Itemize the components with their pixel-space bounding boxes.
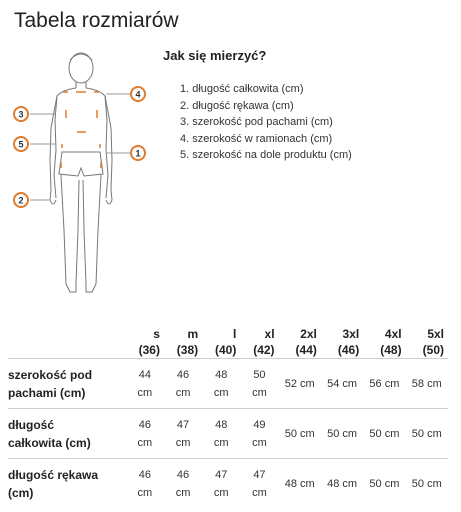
table-cell: 46 cm [175,468,191,499]
size-header-4xl: 4xl (48) [380,327,402,357]
list-item: 1. długość całkowita (cm) [180,83,304,95]
table-cell: 47 cm [213,468,229,499]
table-cell: 48 cm [327,477,358,490]
table-cell: 50 cm [369,477,400,490]
marker-3-label: 3 [18,109,24,120]
table-cell: 48 cm [284,477,315,490]
list-item: 2. długość rękawa (cm) [180,99,294,112]
page-title: Tabela rozmiarów [14,9,179,32]
table-cell: 47 cm [175,418,191,449]
how-to-measure-heading: Jak się mierzyć? [163,48,267,63]
size-header-s: s (36) [138,327,160,357]
table-cell: 50 cm [411,427,442,440]
table-cell: 44 cm [137,368,153,399]
table-row [8,409,448,459]
table-cell: 52 cm [284,377,315,390]
table-cell: 46 cm [137,468,153,499]
marker-5-label: 5 [18,139,24,150]
size-header-3xl: 3xl (46) [337,327,360,357]
table-cell: 46 cm [137,418,153,449]
table-cell: 54 cm [327,377,358,390]
table-cell: 56 cm [369,377,400,390]
row-label: długość rękawa (cm) [8,467,99,500]
size-header-xl: xl (42) [253,327,275,357]
size-header-5xl: 5xl (50) [422,327,444,357]
table-cell: 50 cm [252,368,267,399]
marker-2-label: 2 [18,195,24,206]
size-header-l: l (40) [215,327,237,357]
table-cell: 46 cm [175,368,191,399]
table-cell: 48 cm [213,418,229,449]
table-cell: 47 cm [252,468,267,499]
header-empty [8,320,126,359]
row-label: szerokość pod pachami (cm) [8,367,93,400]
size-header-m: m (38) [176,327,199,357]
table-cell: 50 cm [327,427,358,440]
table-cell: 58 cm [411,377,442,390]
size-header-2xl: 2xl (44) [295,327,317,357]
table-row [8,359,448,409]
table-cell: 49 cm [252,418,267,449]
table-row [8,459,448,509]
body-measurement-figure [0,40,160,300]
table-cell: 50 cm [411,477,442,490]
table-cell: 50 cm [284,427,315,440]
measurement-steps-list [180,81,352,164]
marker-1-label: 1 [135,148,141,159]
size-table [8,320,448,509]
list-item: 5. szerokość na dole produktu (cm) [180,149,352,161]
list-item: 3. szerokość pod pachami (cm) [180,116,333,128]
size-header-row [8,320,448,359]
table-cell: 48 cm [213,368,229,399]
row-label: długość całkowita (cm) [8,417,91,450]
list-item: 4. szerokość w ramionach (cm) [180,132,333,145]
marker-4-label: 4 [135,89,141,100]
table-cell: 50 cm [369,427,400,440]
